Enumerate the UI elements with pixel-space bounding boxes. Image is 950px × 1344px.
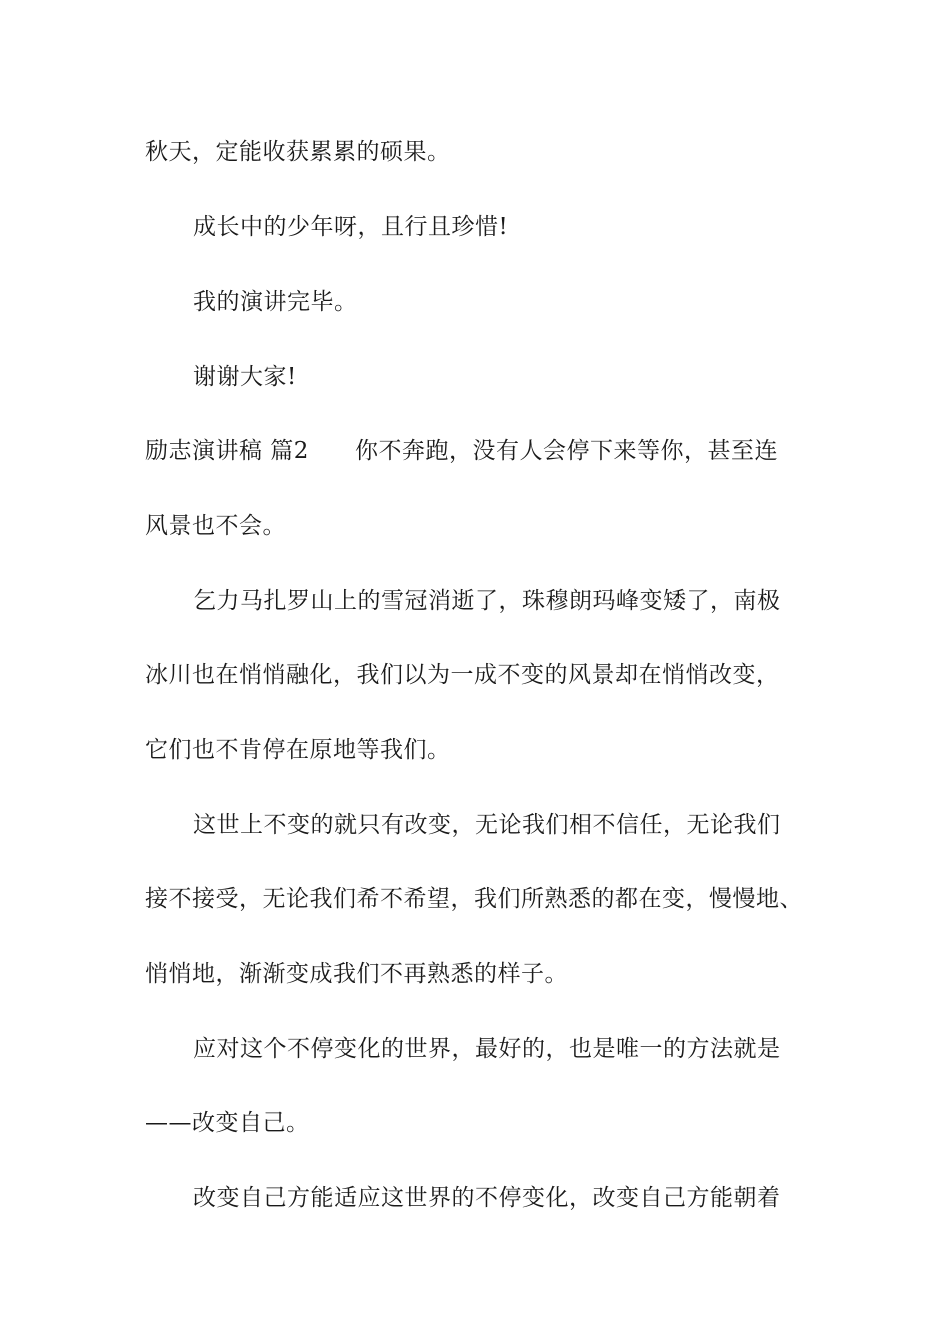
- section-title: 励志演讲稿 篇2: [145, 438, 309, 464]
- paragraph-line: ——改变自己。: [145, 1110, 310, 1136]
- section-first-text: 你不奔跑，没有人会停下来等你，甚至连: [354, 438, 778, 464]
- paragraph-line: 乞力马扎罗山上的雪冠消逝了，珠穆朗玛峰变矮了，南极: [193, 588, 781, 614]
- paragraph-line: 谢谢大家!: [193, 364, 297, 390]
- paragraph-line: 冰川也在悄悄融化，我们以为一成不变的风景却在悄悄改变，: [145, 662, 780, 688]
- paragraph-line: 风景也不会。: [145, 513, 286, 539]
- paragraph-line: 改变自己方能适应这世界的不停变化，改变自己方能朝着: [193, 1185, 781, 1211]
- section-heading-line: [145, 436, 778, 466]
- paragraph-line: 成长中的少年呀，且行且珍惜!: [193, 214, 509, 240]
- paragraph-line: 悄悄地，渐渐变成我们不再熟悉的样子。: [145, 961, 568, 987]
- paragraph-line: 接不接受，无论我们希不希望，我们所熟悉的都在变，慢慢地、: [145, 886, 803, 912]
- paragraph-line: 秋天，定能收获累累的硕果。: [145, 139, 451, 165]
- paragraph-line: 这世上不变的就只有改变，无论我们相不信任，无论我们: [193, 812, 781, 838]
- paragraph-line: 它们也不肯停在原地等我们。: [145, 737, 451, 763]
- paragraph-line: 应对这个不停变化的世界，最好的，也是唯一的方法就是: [193, 1036, 781, 1062]
- paragraph-line: 我的演讲完毕。: [193, 289, 358, 315]
